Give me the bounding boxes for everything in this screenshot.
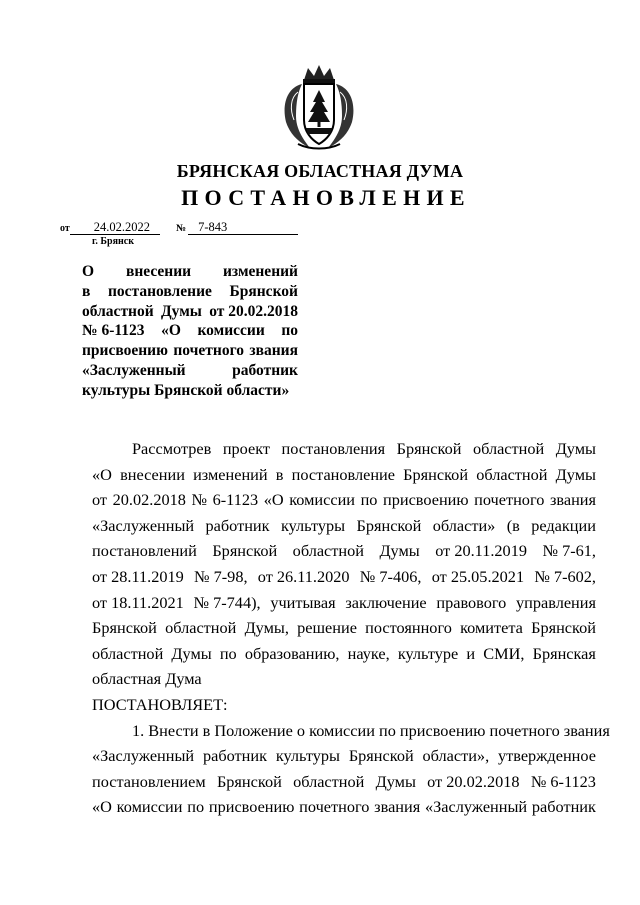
word: от 25.05.2021: [431, 566, 525, 586]
number-value: 7-843: [188, 220, 298, 235]
word: Думы: [379, 541, 420, 561]
word: культуры: [275, 746, 340, 766]
word: областная Дума: [92, 669, 202, 689]
word: О: [82, 263, 95, 280]
word: постановление: [291, 464, 395, 484]
subject-line: [82, 361, 298, 381]
word: редакции: [531, 515, 596, 535]
word: «Заслуженный: [92, 746, 195, 766]
word: культуре: [397, 643, 459, 663]
word: № 7-98,: [194, 566, 248, 586]
subject-line: культуры Брянской области»: [82, 381, 290, 399]
word: и: [466, 643, 476, 663]
word: учитывая: [270, 592, 336, 612]
word: Рассмотрев: [132, 439, 212, 458]
word: культуры: [280, 515, 346, 535]
word: № 7-406,: [359, 566, 422, 586]
word: от: [92, 490, 108, 510]
text-line: [92, 436, 596, 462]
word: присвоению: [208, 797, 295, 817]
text-line: [92, 794, 596, 820]
text-line: [92, 641, 596, 667]
word: «О: [92, 464, 112, 484]
word: в: [82, 282, 91, 300]
word: областной: [476, 464, 548, 484]
word: «О: [92, 797, 112, 817]
word: решение: [297, 618, 357, 638]
word: «О: [263, 490, 284, 510]
word: по: [219, 643, 237, 663]
word: комитета: [460, 618, 523, 638]
word: по: [187, 797, 205, 817]
word: изменений: [193, 464, 268, 484]
word: постановлением: [92, 771, 206, 791]
word: Брянская: [532, 643, 596, 663]
organization-name: БРЯНСКАЯ ОБЛАСТНАЯ ДУМА: [176, 161, 464, 181]
subject-line: [82, 321, 298, 341]
date-value: 24.02.2022: [70, 220, 160, 235]
text-line: [92, 743, 596, 769]
word: науке,: [347, 643, 390, 663]
word: № 6-1123: [530, 771, 596, 791]
subject-line: [82, 262, 298, 282]
word: от 18.11.2021: [92, 592, 184, 612]
document-date: [60, 220, 160, 235]
word: областной: [292, 541, 364, 561]
word: по: [360, 490, 378, 510]
word: проект: [222, 439, 271, 458]
word: Брянской: [229, 282, 298, 300]
document-subject: [82, 262, 298, 401]
word: почетного: [173, 342, 244, 360]
word: работник: [531, 797, 596, 817]
word: образованию,: [244, 643, 340, 663]
text-line: [92, 564, 596, 590]
word: «Заслуженный: [82, 361, 186, 379]
word: от 20.02.2018: [209, 302, 298, 320]
text-line: [92, 590, 596, 616]
word: по: [281, 322, 298, 340]
word: от 20.02.2018: [427, 771, 520, 791]
word: Думы: [161, 302, 202, 320]
word: областной: [293, 771, 365, 791]
word: Брянской: [403, 464, 469, 484]
word: постановлений: [92, 541, 197, 561]
text-line: [92, 513, 596, 539]
word: Брянской: [531, 618, 596, 638]
word: 1. Внести в Положение о комиссии по присвоению почетного звания: [132, 720, 610, 740]
word: Брянской: [396, 439, 462, 458]
document-type-title: ПОСТАНОВЛЕНИЕ: [181, 185, 471, 210]
paragraph-preamble: [92, 436, 596, 692]
resolves-heading: ПОСТАНОВЛЯЕТ:: [92, 694, 228, 714]
word: (в: [506, 515, 520, 535]
word: утвержденное: [497, 746, 596, 766]
word: комиссии: [197, 322, 265, 340]
subject-line: [82, 341, 298, 361]
word: областной: [165, 618, 237, 638]
word: от 20.11.2019: [435, 541, 527, 561]
word: № 7-602,: [534, 566, 596, 586]
word: внесении: [125, 263, 192, 280]
word: СМИ,: [483, 643, 525, 663]
document-body: [92, 436, 610, 820]
word: № 7-61,: [542, 541, 596, 561]
word: управления: [516, 592, 596, 612]
text-line: [92, 462, 596, 488]
word: Брянской: [356, 515, 422, 535]
word: Брянской: [216, 771, 282, 791]
word: области»,: [422, 746, 490, 766]
city-label: г. Брянск: [92, 236, 134, 247]
coat-of-arms-emblem: [276, 62, 362, 152]
text-line: [92, 487, 596, 513]
word: Думы: [555, 439, 596, 458]
word: областной: [82, 302, 154, 320]
word: «Заслуженный: [424, 797, 528, 817]
word: № 7-744),: [193, 592, 261, 612]
word: звания: [374, 797, 421, 817]
word: заключение: [345, 592, 427, 612]
text-line: [92, 718, 610, 744]
word: изменений: [223, 263, 298, 280]
text-line: [92, 615, 596, 641]
word: 20.02.2018: [112, 490, 186, 510]
word: «Заслуженный: [92, 515, 195, 535]
word: комиссии: [116, 797, 183, 817]
subject-line: [82, 302, 298, 322]
word: от 26.11.2020: [257, 566, 350, 586]
word: почетного: [299, 797, 370, 817]
word: правового: [436, 592, 507, 612]
word: работник: [205, 515, 270, 535]
word: работник: [202, 746, 267, 766]
subject-line: [82, 282, 298, 302]
word: звания: [249, 342, 298, 360]
word: Думы: [171, 643, 212, 663]
word: присвоению: [383, 490, 469, 510]
word: почетного: [474, 490, 545, 510]
paragraph-item-1: [92, 718, 610, 820]
word: Думы: [555, 464, 596, 484]
word: области»: [432, 515, 496, 535]
word: № 6-1123: [82, 322, 145, 340]
word: работник: [232, 361, 298, 379]
word: внесении: [120, 464, 185, 484]
word: «О: [161, 322, 181, 340]
word: постановления: [281, 439, 386, 458]
word: Брянской: [348, 746, 414, 766]
document-number: [176, 220, 298, 235]
word: в: [275, 464, 284, 484]
word: звания: [549, 490, 596, 510]
text-line: [92, 538, 596, 564]
number-label: №: [176, 223, 187, 234]
word: областной: [92, 643, 164, 663]
text-line: [92, 769, 596, 795]
word: Думы,: [244, 618, 289, 638]
word: от 28.11.2019: [92, 566, 184, 586]
word: Думы: [375, 771, 416, 791]
word: областной: [472, 439, 545, 458]
word: постоянного: [365, 618, 452, 638]
word: постановление: [107, 282, 212, 300]
date-label: от: [60, 223, 70, 234]
text-line: [92, 666, 596, 692]
word: Брянской: [92, 618, 157, 638]
word: 6-1123: [212, 490, 259, 510]
word: Брянской: [212, 541, 278, 561]
word: комиссии: [289, 490, 355, 510]
word: присвоению: [82, 342, 168, 360]
word: №: [191, 490, 208, 510]
